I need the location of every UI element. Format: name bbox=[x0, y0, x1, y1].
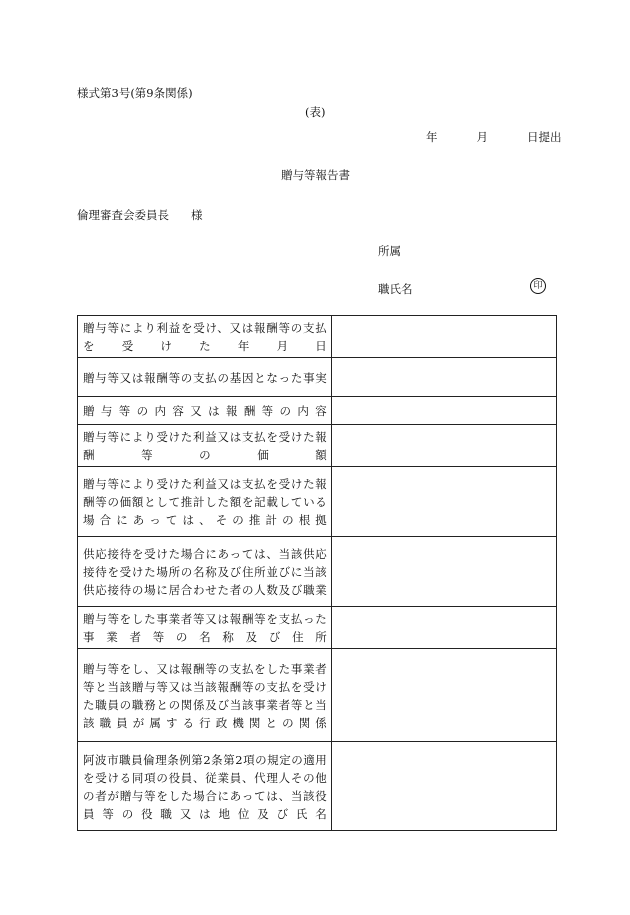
table-row bbox=[78, 607, 557, 649]
row-label-cell bbox=[78, 425, 332, 467]
row-label-cell bbox=[78, 467, 332, 537]
row-value-field[interactable] bbox=[332, 397, 557, 425]
name-label: 職氏名 bbox=[378, 282, 413, 296]
row-label-cell bbox=[78, 537, 332, 607]
date-month: 月 bbox=[476, 130, 488, 144]
table-row bbox=[78, 467, 557, 537]
row-label-cell bbox=[78, 742, 332, 831]
row-label: 贈与等をした事業者等又は報酬等を支払った事業者等の名称及び住所 bbox=[83, 612, 327, 644]
row-label: 贈与等により受けた利益又は支払を受けた報酬等の価額として推計した額を記載している場合にあっては、その推計の根拠 bbox=[83, 477, 327, 527]
row-value-field[interactable] bbox=[332, 358, 557, 397]
row-label: 贈与等により受けた利益又は支払を受けた報酬等の価額 bbox=[83, 430, 327, 462]
row-label-cell bbox=[78, 397, 332, 425]
addressee bbox=[77, 207, 203, 223]
row-label-cell bbox=[78, 358, 332, 397]
page-side-label: (表) bbox=[305, 105, 326, 119]
addressee-honorific: 様 bbox=[191, 208, 203, 222]
row-value-field[interactable] bbox=[332, 537, 557, 607]
row-value-field[interactable] bbox=[332, 649, 557, 742]
row-value-field[interactable] bbox=[332, 742, 557, 831]
row-label: 贈与等又は報酬等の支払の基因となった事実 bbox=[83, 370, 327, 385]
row-label-cell bbox=[78, 316, 332, 358]
row-label-cell bbox=[78, 607, 332, 649]
document-title: 贈与等報告書 bbox=[281, 168, 350, 182]
submission-date bbox=[426, 129, 562, 145]
row-value-field[interactable] bbox=[332, 607, 557, 649]
row-label: 贈与等により利益を受け、又は報酬等の支払を受けた年月日 bbox=[83, 321, 327, 353]
date-day: 日提出 bbox=[527, 130, 562, 144]
row-label: 贈与等をし、又は報酬等の支払をした事業者等と当該贈与等又は当該報酬等の支払を受けた職員の職務との関係及び当該事業者等と当該職員が属する行政機関との関係 bbox=[83, 661, 327, 730]
seal-mark: 印 bbox=[530, 278, 546, 294]
row-label-cell bbox=[78, 649, 332, 742]
table-row bbox=[78, 425, 557, 467]
report-table bbox=[77, 315, 557, 831]
affiliation-label: 所属 bbox=[378, 244, 401, 258]
date-year: 年 bbox=[426, 130, 438, 144]
row-label: 阿波市職員倫理条例第2条第2項の規定の適用を受ける同項の役員、従業員、代理人その他の者が贈与等をした場合にあっては、当該役員等の役職又は地位及び氏名 bbox=[83, 752, 327, 821]
row-label: 贈与等の内容又は報酬等の内容 bbox=[83, 404, 327, 418]
table-row bbox=[78, 397, 557, 425]
addressee-name: 倫理審査会委員長 bbox=[77, 208, 169, 222]
form-number: 様式第3号(第9条関係) bbox=[77, 86, 193, 100]
table-row bbox=[78, 537, 557, 607]
table-row bbox=[78, 358, 557, 397]
row-label: 供応接待を受けた場合にあっては、当該供応接待を受けた場所の名称及び住所並びに当該供応接待の場に居合わせた者の人数及び職業 bbox=[83, 547, 327, 597]
row-value-field[interactable] bbox=[332, 467, 557, 537]
row-value-field[interactable] bbox=[332, 425, 557, 467]
table-row bbox=[78, 649, 557, 742]
table-row bbox=[78, 316, 557, 358]
table-row bbox=[78, 742, 557, 831]
row-value-field[interactable] bbox=[332, 316, 557, 358]
